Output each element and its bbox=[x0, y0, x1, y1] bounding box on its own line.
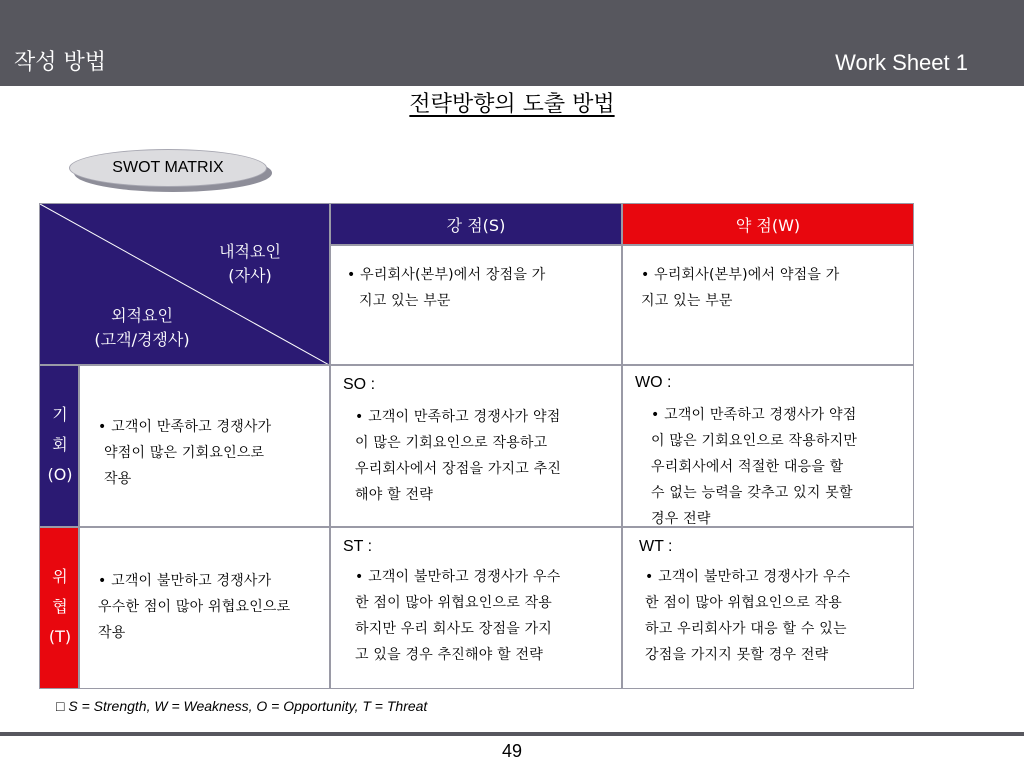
legend-footnote: □ S = Strength, W = Weakness, O = Opportunity, T = Threat bbox=[56, 698, 428, 714]
threat-side-label: 위 협 (T) bbox=[39, 527, 79, 689]
internal-factors-label: 내적요인 (자사) bbox=[219, 242, 281, 285]
swot-matrix-badge: SWOT MATRIX bbox=[69, 149, 267, 187]
st-label: ST : bbox=[343, 538, 373, 555]
strength-description-cell bbox=[330, 245, 622, 365]
header-bar bbox=[0, 0, 1024, 86]
so-strategy-cell bbox=[330, 365, 622, 527]
threat-description-cell bbox=[79, 527, 330, 689]
page-title: 전략방향의 도출 방법 bbox=[409, 92, 615, 117]
weakness-header: 약 점(W) bbox=[622, 203, 914, 245]
wt-strategy-cell bbox=[622, 527, 914, 689]
strength-description: • 우리회사(본부)에서 장점을 가 지고 있는 부문 bbox=[347, 267, 546, 309]
section-title: 작성 방법 bbox=[14, 50, 107, 75]
threat-description: • 고객이 불만하고 경쟁사가 우수한 점이 많아 위협요인으로 작용 bbox=[98, 573, 291, 641]
weakness-description: • 우리회사(본부)에서 약점을 가 지고 있는 부문 bbox=[641, 267, 840, 309]
weakness-description-cell bbox=[622, 245, 914, 365]
st-strategy-cell bbox=[330, 527, 622, 689]
st-description: • 고객이 불만하고 경쟁사가 우수 한 점이 많아 위협요인으로 작용 하지만 우리 회사도 장점을 가지 고 있을 경우 추진해야 할 전략 bbox=[355, 569, 561, 663]
strength-header: 강 점(S) bbox=[330, 203, 622, 245]
wt-description: • 고객이 불만하고 경쟁사가 우수 한 점이 많아 위협요인으로 작용 하고 우리회사가 대응 할 수 있는 강점을 가지지 못할 경우 전략 bbox=[645, 569, 851, 663]
wo-label: WO : bbox=[635, 374, 672, 391]
matrix-corner-cell bbox=[39, 203, 330, 365]
external-factors-label: 외적요인 (고객/경쟁사) bbox=[94, 306, 190, 349]
wt-label: WT : bbox=[639, 538, 673, 555]
wo-description: • 고객이 만족하고 경쟁사가 약점 이 많은 기회요인으로 작용하지만 우리회사에서 적절한 대응을 할 수 없는 능력을 갖추고 있지 못할 경우 전략 bbox=[651, 407, 858, 527]
opportunity-side-label: 기 회 (O) bbox=[39, 365, 79, 527]
wo-strategy-cell bbox=[622, 365, 914, 527]
footer-divider bbox=[0, 732, 1024, 736]
so-label: SO : bbox=[343, 376, 376, 393]
opportunity-description: • 고객이 만족하고 경쟁사가 약점이 많은 기회요인으로 작용 bbox=[98, 419, 272, 487]
opportunity-description-cell bbox=[79, 365, 330, 527]
sheet-label: Work Sheet 1 bbox=[835, 50, 968, 75]
page-number: 49 bbox=[501, 741, 523, 761]
so-description: • 고객이 만족하고 경쟁사가 약점 이 많은 기회요인으로 작용하고 우리회사에서 장점을 가지고 추진 해야 할 전략 bbox=[355, 409, 562, 503]
